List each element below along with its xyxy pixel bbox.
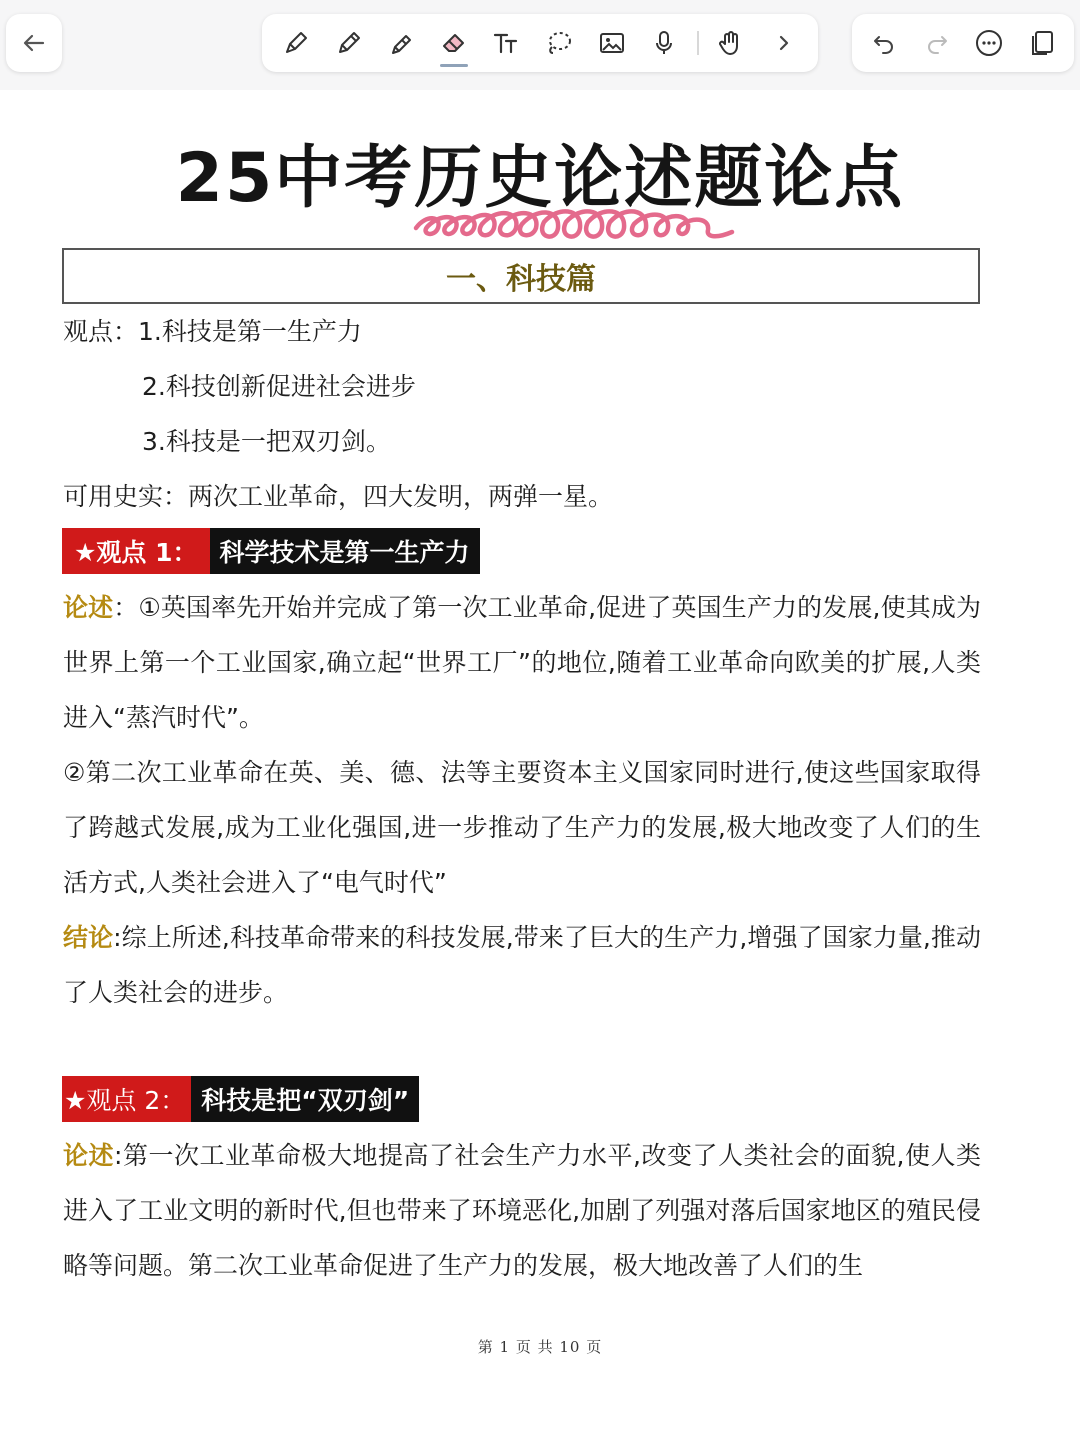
highlighter-icon: [386, 28, 416, 58]
decorative-squiggle: [412, 206, 736, 246]
pages-button[interactable]: [1022, 23, 1062, 63]
point2-title: 科技是把“双刃剑”: [191, 1076, 419, 1122]
point1-banner: [62, 528, 480, 574]
undo-button[interactable]: [864, 23, 904, 63]
pencil-tool-button[interactable]: [329, 23, 369, 63]
argument-text: :第一次工业革命极大地提高了社会生产力水平,改变了人类社会的面貌,使人类进入了工业文明的新时代,但也带来了环境恶化,加剧了列强对落后国家地区的殖民侵略等问题。第二次工业革命促进了生产力的发展，极大地改善了人们的生: [63, 1141, 981, 1280]
image-icon: [597, 28, 627, 58]
pages-icon: [1027, 28, 1057, 58]
historical-facts: 可用史实：两次工业革命，四大发明，两弹一星。: [63, 482, 614, 511]
point2-banner: [62, 1076, 419, 1122]
viewpoints-label: 观点：: [63, 317, 139, 346]
page-title: 25中考历史论述题论点: [175, 139, 905, 218]
argument-text: ：①英国率先开始并完成了第一次工业革命,促进了英国生产力的发展,使其成为世界上第一个工业国家,确立起“世界工厂”的地位,随着工业革命向欧美的扩展,人类进入“蒸汽时代”。: [63, 593, 981, 732]
point1-tag: ★观点 1：: [62, 528, 210, 574]
viewpoint-item: 2.科技创新促进社会进步: [142, 372, 416, 401]
point1-conclusion: [63, 910, 981, 1020]
microphone-tool-button[interactable]: [644, 23, 684, 63]
redo-icon: [922, 28, 952, 58]
undo-icon: [869, 28, 899, 58]
document-actions: [852, 14, 1074, 72]
toolbar-separator: [697, 31, 699, 55]
back-button[interactable]: [6, 14, 62, 72]
text-tool-button[interactable]: [486, 23, 526, 63]
section-heading: 一、科技篇: [446, 262, 596, 297]
point2-tag: ★观点 2：: [62, 1076, 191, 1122]
top-toolbar: [0, 0, 1080, 90]
conclusion-label: 结论: [63, 923, 114, 952]
redo-button[interactable]: [917, 23, 957, 63]
point1-argument-2: ②第二次工业革命在英、美、德、法等主要资本主义国家同时进行,使这些国家取得了跨越式发展,成为工业化强国,进一步推动了生产力的发展,极大地改变了人们的生活方式,人类社会进入了“电气时代”: [63, 758, 981, 897]
argument-label: 论述: [63, 593, 114, 622]
viewpoint-item: 1.科技是第一生产力: [138, 317, 362, 346]
pen-tool-button[interactable]: [276, 23, 316, 63]
point1-title: 科学技术是第一生产力: [210, 528, 480, 574]
image-tool-button[interactable]: [592, 23, 632, 63]
highlighter-tool-button[interactable]: [381, 23, 421, 63]
viewpoint-item: 3.科技是一把双刃剑。: [142, 427, 391, 456]
eraser-icon: [439, 28, 469, 58]
viewpoint-line-1: [63, 316, 362, 348]
page-footer: 第 1 页 共 10 页: [477, 1338, 603, 1356]
chevron-right-icon: [769, 28, 799, 58]
more-icon: [974, 28, 1004, 58]
lasso-icon: [544, 28, 574, 58]
lasso-tool-button[interactable]: [539, 23, 579, 63]
conclusion-text: :综上所述,科技革命带来的科技发展,带来了巨大的生产力,增强了国家力量,推动了人类社会的进步。: [63, 923, 981, 1007]
hand-tool-button[interactable]: [711, 23, 751, 63]
point2-argument: [63, 1128, 981, 1293]
microphone-icon: [649, 28, 679, 58]
more-tools-button[interactable]: [764, 23, 804, 63]
drawing-tools: [262, 14, 818, 72]
pen-icon: [281, 28, 311, 58]
pencil-icon: [334, 28, 364, 58]
eraser-tool-button[interactable]: [434, 23, 474, 63]
point1-argument: [63, 580, 981, 745]
text-icon: [491, 28, 521, 58]
back-arrow-icon: [19, 28, 49, 58]
section-heading-box: [62, 248, 980, 304]
argument-label: 论述: [63, 1141, 115, 1170]
hand-icon: [716, 28, 746, 58]
more-options-button[interactable]: [969, 23, 1009, 63]
